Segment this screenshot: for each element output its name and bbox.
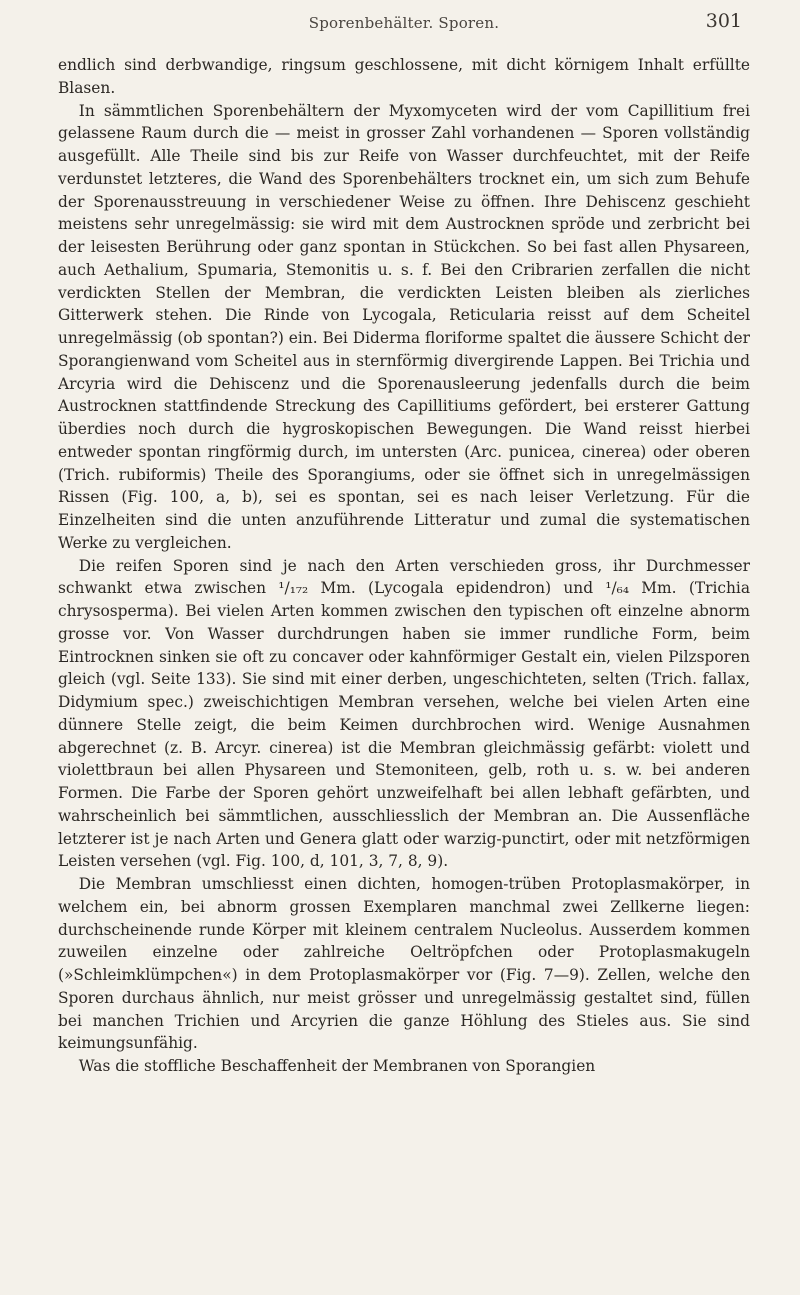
running-title: Sporenbehälter. Sporen. [308,14,500,32]
paragraph: Die Membran umschliesst einen dichten, homogen-trüben Protoplasmakörper, in welchem ein, bei abnorm grossen Exemplaren manchmal zwei Zellkerne liegen: durchscheinende runde Körper mit kleinem centralem Nucleolus. Ausserdem kommen zuweilen einzelne oder zahlreiche Oeltröpfchen oder Protoplasmakugeln (»Schleimklümpchen«) in dem Protoplasmakörper vor (Fig. 7—9). Zellen, welche den Sporen durchaus ähnlich, nur meist grösser und unregelmässig gestaltet sind, füllen bei manchen Trichien und Arcyrien die ganze Höhlung des Stieles aus. Sie sind keimungsunfähig. [58,875,750,1053]
running-head [58,0,750,40]
body-text [58,54,750,1078]
page-number: 301 [705,10,742,32]
paragraph: Die reifen Sporen sind je nach den Arten verschieden gross, ihr Durchmesser schwankt etwa zwischen ¹/₁₇₂ Mm. (Lycogala epidendron) und ¹/₆₄ Mm. (Trichia chrysosperma). Bei vielen Arten kommen zwischen den typischen oft einzelne abnorm grosse vor. Von Wasser durchdrungen haben sie immer rundliche Form, beim Eintrocknen sinken sie oft zu concaver oder kahnförmiger Gestalt ein, vielen Pilzsporen gleich (vgl. Seite 133). Sie sind mit einer derben, ungeschichteten, selten (Trich. fallax, Didymium spec.) zweischichtigen Membran versehen, welche bei vielen Arten eine dünnere Stelle zeigt, die beim Keimen durchbrochen wird. Wenige Ausnahmen abgerechnet (z. B. Arcyr. cinerea) ist die Membran gleichmässig gefärbt: violett und violettbraun bei allen Physareen und Stemoniteen, gelb, roth u. s. w. bei anderen Formen. Die Farbe der Sporen gehört unzweifelhaft bei allen lebhaft gefärbten, und wahrscheinlich bei sämmtlichen, ausschliesslich der Membran an. Die Aussenfläche letzterer ist je nach Arten und Genera glatt oder warzig-punctirt, oder mit netzförmigen Leisten versehen (vgl. Fig. 100, d, 101, 3, 7, 8, 9). [58,556,750,871]
paragraph: endlich sind derbwandige, ringsum geschlossene, mit dicht körnigem Inhalt erfüllte Blasen. [58,56,750,97]
paragraph: In sämmtlichen Sporenbehältern der Myxomyceten wird der vom Capillitium frei gelassene Raum durch die — meist in grosser Zahl vorhandenen — Sporen vollständig ausgefüllt. Alle Theile sind bis zur Reife von Wasser durchfeuchtet, mit der Reife verdunstet letzteres, die Wand des Sporenbehälters trocknet ein, um sich zum Behufe der Sporenausstreuung in verschiedener Weise zu öffnen. Ihre Dehiscenz geschieht meistens sehr unregelmässig: sie wird mit dem Austrocknen spröde und zerbricht bei der leisesten Berührung oder ganz spontan in Stückchen. So bei fast allen Physareen, auch Aethalium, Spumaria, Stemonitis u. s. f. Bei den Cribrarien zerfallen die nicht verdickten Stellen der Membran, die verdickten Leisten bleiben als zierliches Gitterwerk stehen. Die Rinde von Lycogala, Reticularia reisst auf dem Scheitel unregelmässig (ob spontan?) ein. Bei Diderma floriforme spaltet die äussere Schicht der Sporangienwand vom Scheitel aus in sternförmig divergirende Lappen. Bei Trichia und Arcyria wird die Dehiscenz und die Sporenausleerung jedenfalls durch die beim Austrocknen stattfindende Streckung des Capillitiums gefördert, bei ersterer Gattung überdies noch durch die hygroskopischen Bewegungen. Die Wand reisst hierbei entweder spontan ringförmig durch, im untersten (Arc. punicea, cinerea) oder oberen (Trich. rubiformis) Theile des Sporangiums, oder sie öffnet sich in unregelmässigen Rissen (Fig. 100, a, b), sei es spontan, sei es nach leiser Verletzung. Für die Einzelheiten sind die unten anzuführende Litteratur und zumal die systematischen Werke zu vergleichen. [58,101,750,552]
paragraph: Was die stoffliche Beschaffenheit der Membranen von Sporangien [78,1057,596,1075]
